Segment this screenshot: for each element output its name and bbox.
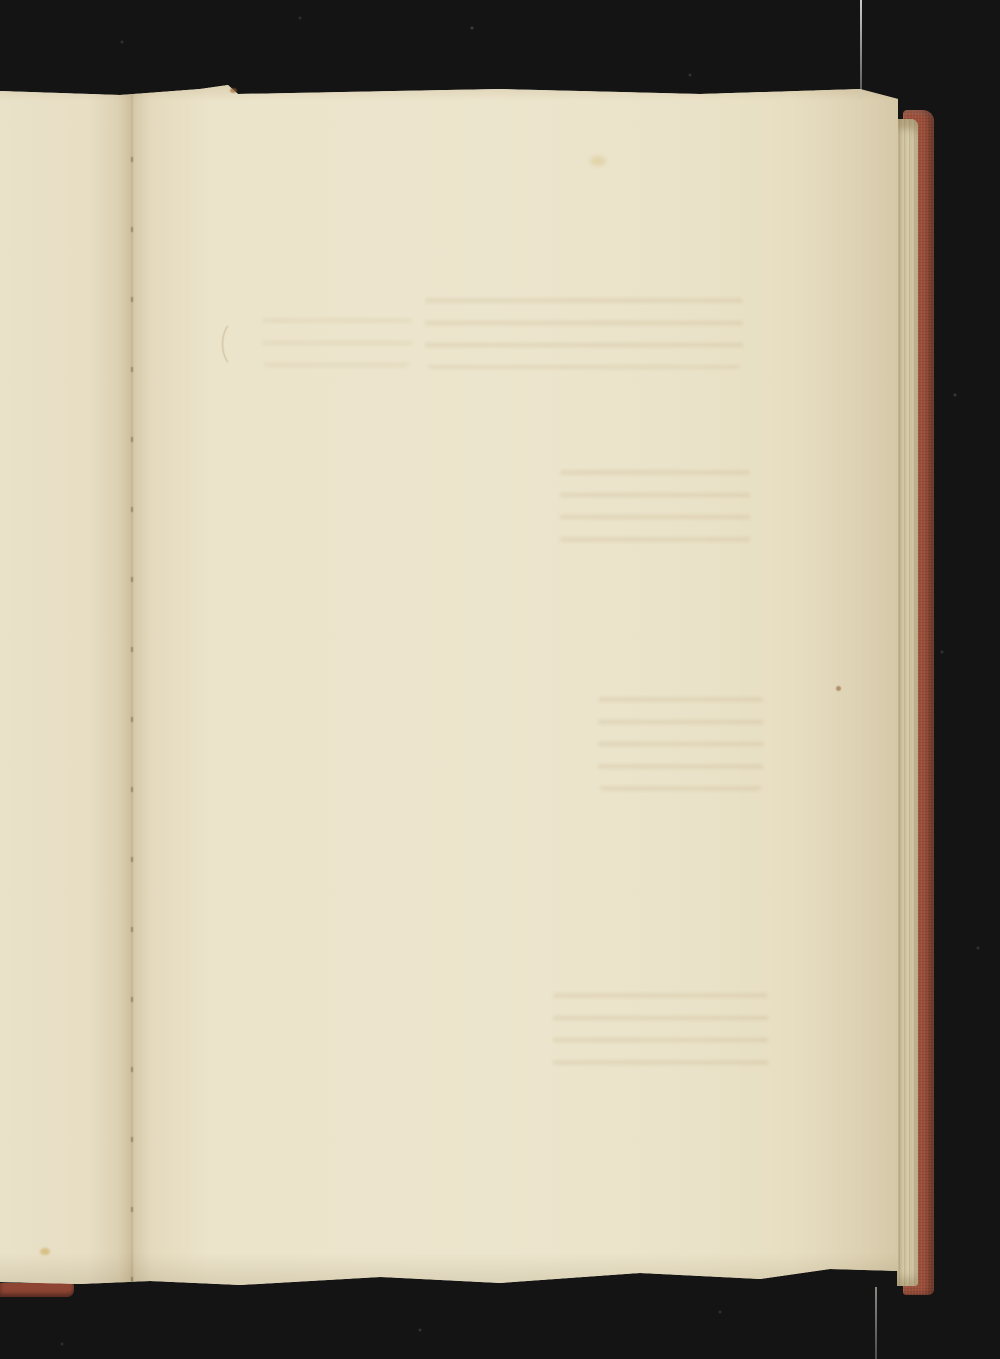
open-book-pages bbox=[0, 85, 898, 1287]
gutter-fold bbox=[131, 87, 133, 1283]
book-cover-corner bbox=[0, 1283, 74, 1297]
cradle-thread-bottom bbox=[875, 1287, 877, 1359]
cradle-thread-top bbox=[860, 0, 862, 100]
page-edge-stack bbox=[897, 119, 918, 1286]
